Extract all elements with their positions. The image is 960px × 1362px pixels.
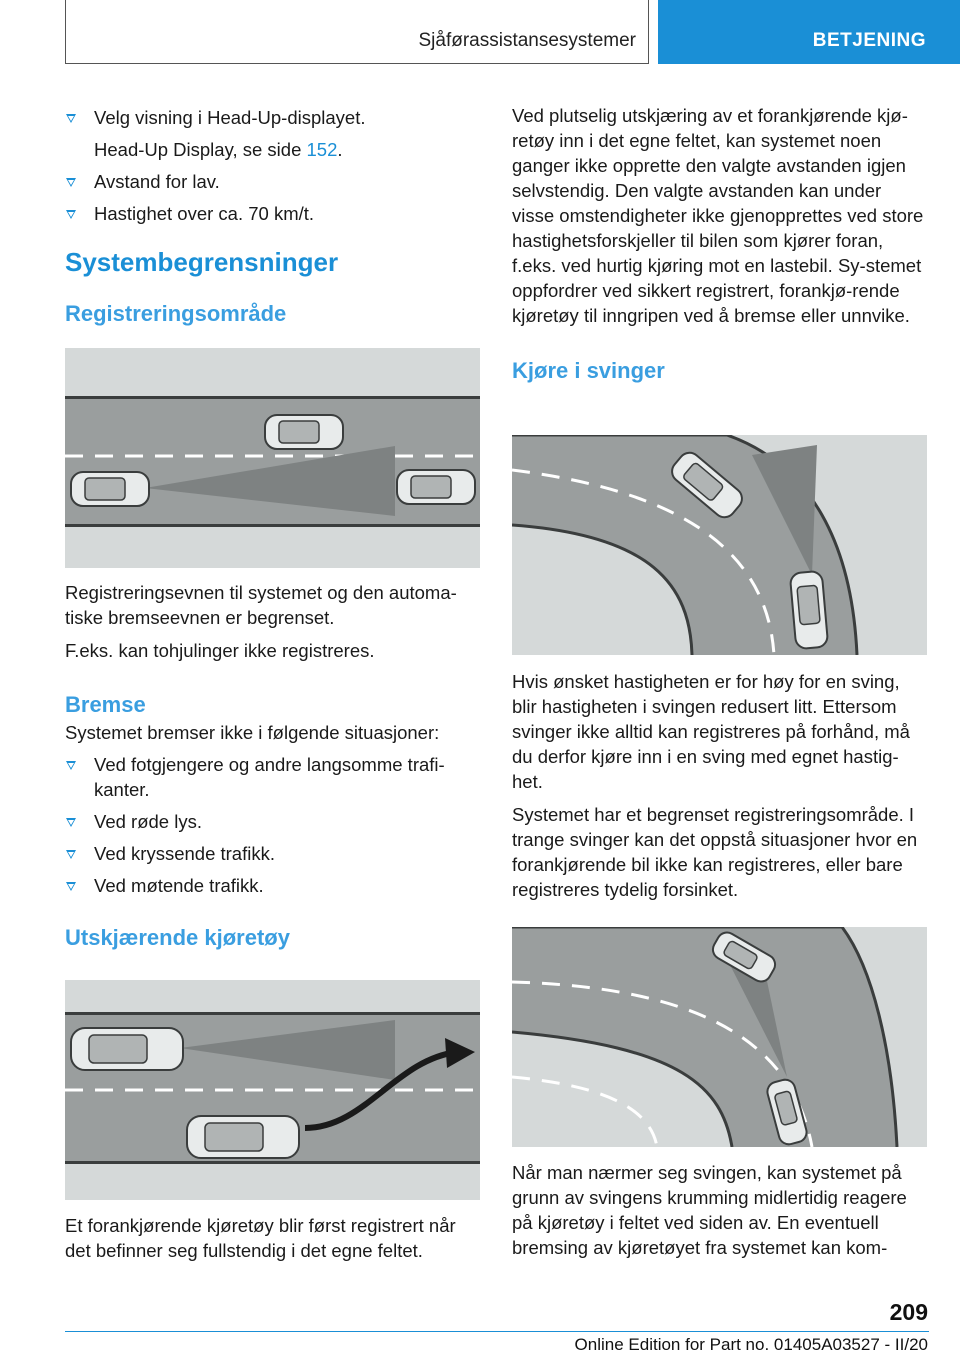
- bullet-text: Avstand for lav.: [94, 171, 220, 192]
- triangle-bullet-icon: [66, 114, 76, 123]
- section-tab[interactable]: [658, 0, 960, 64]
- triangle-bullet-icon: [66, 210, 76, 219]
- triangle-bullet-icon: [66, 850, 76, 859]
- page-link[interactable]: 152: [306, 139, 338, 160]
- detection-text-1: Registreringsevnen til systemet og den automa-tiske bremseevnen er begrenset.: [65, 582, 457, 628]
- curves-text-1: Hvis ønsket hastigheten er for høy for en sving, blir hastigheten i svingen redusert litt. Ettersom svinger ikke alltid kan registreres på forhånd, må du derfor kjøre inn i en sving med egnet hastig-het.: [512, 671, 910, 792]
- cutting-text: Et forankjørende kjøretøy blir først registrert når det befinner seg fullstendig i det egne feltet.: [65, 1215, 456, 1261]
- bullet-text: Hastighet over ca. 70 km/t.: [94, 203, 315, 224]
- bullet-text: Ved møtende trafikk.: [94, 875, 264, 896]
- detection-area-figure: [65, 348, 480, 568]
- list-item: [65, 873, 480, 898]
- heading-detection-area: Registreringsområde: [65, 301, 287, 326]
- right-column-middle: [512, 669, 927, 902]
- page-header: [65, 0, 960, 64]
- triangle-bullet-icon: [66, 882, 76, 891]
- left-column-middle: [65, 580, 480, 951]
- triangle-bullet-icon: [66, 178, 76, 187]
- chapter-header-box: [65, 0, 649, 64]
- page-number: 209: [889, 1299, 928, 1325]
- bullet-text: Ved kryssende trafikk.: [94, 843, 275, 864]
- list-item: [65, 841, 480, 866]
- heading-cutting-in: Utskjærende kjøretøy: [65, 925, 290, 950]
- bullet-subtext: Head-Up Display, se side: [94, 139, 307, 160]
- section-tab-label: BETJENING: [812, 30, 926, 51]
- list-item: [65, 105, 480, 130]
- right-column: [512, 103, 927, 384]
- heading-brake: Bremse: [65, 692, 146, 717]
- list-item-sub: Head-Up Display, se side 152.: [94, 139, 343, 160]
- left-column: [65, 100, 480, 327]
- bullet-text: Velg visning i Head-Up-displayet.: [94, 107, 366, 128]
- list-item: [65, 809, 480, 834]
- curve-illustration-1: [512, 435, 927, 655]
- curves-text-3: Når man nærmer seg svingen, kan systemet på grunn av svingens krumming midlertidig reagere på kjøretøy i feltet ved siden av. En eventuell bremsing av kjøretøyet fra systemet kan kom-: [512, 1162, 907, 1258]
- list-item: [65, 169, 480, 194]
- cut-in-text: Ved plutselig utskjæring av et forankjørende kjø-retøy inn i det egne feltet, kan systemet noen ganger ikke opprette den valgte avstanden igjen selvstendig. Den valgte avstanden kan under visse omstendigheter ikke gjenopprettes ved store hastighetsforskjeller til bilen som kjører foran, f.eks. ved hurtig kjøring mot en lastebil. Sy-stemet oppfordrer ved sikkert registrert, forankjø-rende kjøretøy til inngripen ved å bremse eller unnvike.: [512, 105, 924, 326]
- bullet-text: Ved fotgjengere og andre langsomme trafi-kanter.: [94, 754, 445, 800]
- left-column-bottom: [65, 1213, 480, 1263]
- curve-illustration-2: [512, 927, 927, 1147]
- right-column-bottom: [512, 1160, 927, 1260]
- footer-divider: [65, 1331, 929, 1332]
- footer-edition: Online Edition for Part no. 01405A03527 - II/20: [574, 1335, 928, 1354]
- curve-figure-1: [512, 435, 927, 655]
- heading-curves: Kjøre i svinger: [512, 358, 665, 383]
- chapter-title: Sjåførassistansesystemer: [418, 30, 636, 51]
- curves-text-2: Systemet har et begrenset registreringsområde. I trange svinger kan det oppstå situasjoner hvor en forankjørende bil ikke kan registreres, eller bare registreres tydelig forsinket.: [512, 804, 918, 900]
- cutting-in-illustration: [65, 980, 480, 1200]
- bullet-text: Ved røde lys.: [94, 811, 202, 832]
- detection-text-2: F.eks. kan tohjulinger ikke registreres.: [65, 640, 375, 661]
- list-item: [65, 201, 480, 226]
- triangle-bullet-icon: [66, 761, 76, 770]
- cutting-in-figure: [65, 980, 480, 1200]
- brake-intro: Systemet bremser ikke i følgende situasjoner:: [65, 722, 440, 743]
- detection-area-illustration: [65, 348, 480, 568]
- curve-figure-2: [512, 927, 927, 1147]
- list-item: [65, 752, 480, 802]
- heading-system-limits: Systembegrensninger: [65, 247, 339, 277]
- triangle-bullet-icon: [66, 818, 76, 827]
